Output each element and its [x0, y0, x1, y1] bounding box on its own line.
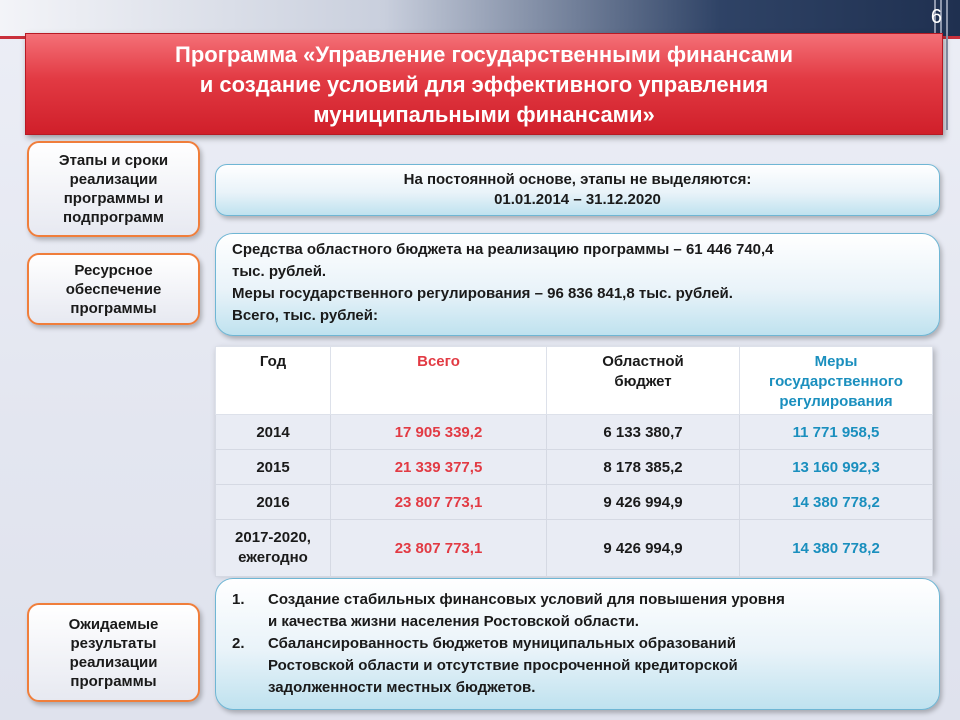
decor-line — [946, 0, 948, 130]
cell-total: 17 905 339,2 — [331, 415, 547, 450]
cell-regional: 8 178 385,2 — [547, 450, 740, 485]
results-info-box — [215, 578, 940, 710]
top-decoration-bar — [0, 0, 960, 36]
resources-info-box — [215, 233, 940, 336]
label-line: обеспечение — [65, 280, 162, 298]
cell-year: 2017-2020, ежегодно — [216, 520, 331, 577]
label-line: Ресурсное — [74, 261, 153, 279]
cell-year: 2014 — [216, 415, 331, 450]
list-item: 2. Сбалансированность бюджетов муниципальных образований Ростовской области и отсутствие просроченной кредиторской задолженности местных бюджетов. — [232, 635, 738, 696]
label-line: реализации — [69, 653, 158, 671]
results-list — [232, 589, 925, 699]
title-line: муниципальными финансами» — [313, 102, 655, 127]
info-line: На постоянной основе, этапы не выделяются: — [403, 171, 752, 188]
cell-year: 2016 — [216, 485, 331, 520]
resources-label-box — [27, 253, 200, 325]
info-line: Всего, тыс. рублей: — [232, 307, 378, 324]
info-line: Меры государственного регулирования – 96 836 841,8 тыс. рублей. — [232, 285, 733, 302]
cell-regulation: 13 160 992,3 — [740, 450, 933, 485]
cell-regulation: 14 380 778,2 — [740, 520, 933, 577]
cell-year: 2015 — [216, 450, 331, 485]
cell-regional: 9 426 994,9 — [547, 520, 740, 577]
label-line: программы — [70, 299, 157, 317]
cell-total: 21 339 377,5 — [331, 450, 547, 485]
label-line: программы — [70, 672, 157, 690]
stages-info-box — [215, 164, 940, 216]
cell-regional: 6 133 380,7 — [547, 415, 740, 450]
cell-regional: 9 426 994,9 — [547, 485, 740, 520]
item-number: 1. — [232, 591, 245, 608]
slide-number: 6 — [930, 6, 942, 28]
title-line: Программа «Управление государственными финансами — [175, 42, 793, 67]
item-number: 2. — [232, 635, 245, 652]
cell-total: 23 807 773,1 — [331, 485, 547, 520]
stages-label-box — [27, 141, 200, 237]
table-row — [216, 485, 933, 520]
cell-regulation: 14 380 778,2 — [740, 485, 933, 520]
header-regulation: Меры государственного регулирования — [740, 347, 933, 415]
label-line: программы и — [63, 190, 164, 207]
header-year: Год — [216, 347, 331, 415]
label-line: результаты — [70, 634, 157, 652]
label-line: реализации — [69, 171, 158, 188]
funding-table — [215, 346, 933, 572]
cell-regulation: 11 771 958,5 — [740, 415, 933, 450]
slide-title — [25, 33, 943, 135]
table-row — [216, 450, 933, 485]
results-label-box — [27, 603, 200, 702]
table-row — [216, 415, 933, 450]
info-line: Средства областного бюджета на реализацию программы – 61 446 740,4 — [232, 241, 774, 258]
label-line: Ожидаемые — [68, 615, 159, 633]
info-line: тыс. рублей. — [232, 263, 327, 280]
title-line: и создание условий для эффективного управления — [199, 72, 769, 97]
label-line: подпрограмм — [63, 209, 164, 226]
info-line: 01.01.2014 – 31.12.2020 — [494, 191, 661, 208]
header-total: Всего — [331, 347, 547, 415]
table-row — [216, 520, 933, 577]
list-item: 1. Создание стабильных финансовых условий для повышения уровня и качества жизни населения Ростовской области. — [232, 591, 785, 630]
header-regional: Областной бюджет — [547, 347, 740, 415]
cell-total: 23 807 773,1 — [331, 520, 547, 577]
label-line: Этапы и сроки — [58, 152, 169, 169]
